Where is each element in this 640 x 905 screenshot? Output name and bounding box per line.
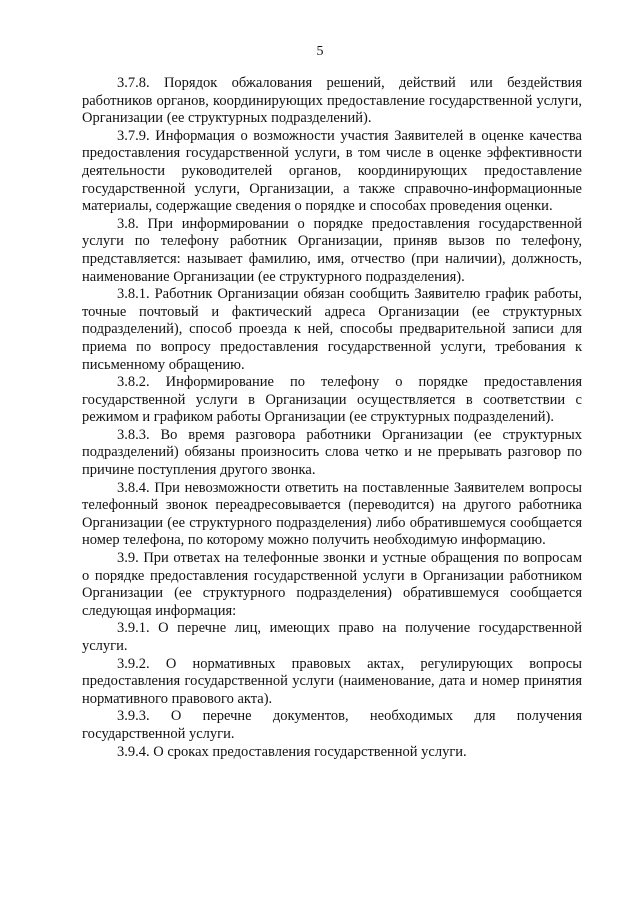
paragraph-3-9-2: 3.9.2. О нормативных правовых актах, регулирующих вопросы предоставления государственной услуги (наименование, дата и номер принятия нормативного правового акта). [82,655,582,707]
paragraph-3-9: 3.9. При ответах на телефонные звонки и устные обращения по вопросам о порядке предоставления государственной услуги в Организации работником Организации (ее структурного подразделения) обратившемуся сообщается следующая информация: [82,550,582,619]
paragraph-3-7-9: 3.7.9. Информация о возможности участия Заявителей в оценке качества предоставления государственной услуги, в том числе в оценке эффективности деятельности руководителей органов, координирующих предоставление государственной услуги, Организации, а также справочно-информационные материалы, содержащие сведения о порядке и способах проведения оценки. [82,127,582,215]
paragraph-3-9-4: 3.9.4. О сроках предоставления государственной услуги. [117,743,467,760]
paragraph-3-8-1: 3.8.1. Работник Организации обязан сообщить Заявителю график работы, точные почтовый и фактический адреса Организации (ее структурных подразделений), способ проезда к ней, способы предварительной записи для приема по вопросу предоставления государственной услуги, требования к письменному обращению. [82,286,582,373]
paragraph-3-9-3: 3.9.3. О перечне документов, необходимых для получения государственной услуги. [82,708,582,742]
paragraph-3-8-3: 3.8.3. Во время разговора работники Организации (ее структурных подразделений) обязаны произносить слова четко и не прерывать разговор по причине поступления другого звонка. [82,426,582,479]
document-body [82,75,582,761]
paragraph-3-8-4: 3.8.4. При невозможности ответить на поставленные Заявителем вопросы телефонный звонок переадресовывается (переводится) на другого работника Организации (ее структурного подразделения) либо обратившемуся сообщается номер телефона, по которому можно получить необходимую информацию. [82,479,582,549]
paragraph-3-7-8: 3.7.8. Порядок обжалования решений, действий или бездействия работников органов, координирующих предоставление государственной услуги, Организации (ее структурных подразделений). [82,75,582,127]
page-number: 5 [316,44,324,59]
paragraph-3-8: 3.8. При информировании о порядке предоставления государственной услуги по телефону работник Организации, приняв вызов по телефону, представляется: называет фамилию, имя, отчество (при наличии), должность, наименование Организации (ее структурного подразделения). [82,215,582,285]
paragraph-3-8-2: 3.8.2. Информирование по телефону о порядке предоставления государственной услуги в Организации осуществляется в соответствии с режимом и графиком работы Организации (ее структурных подразделений). [82,374,582,426]
paragraph-3-9-1: 3.9.1. О перечне лиц, имеющих право на получение государственной услуги. [82,620,582,654]
